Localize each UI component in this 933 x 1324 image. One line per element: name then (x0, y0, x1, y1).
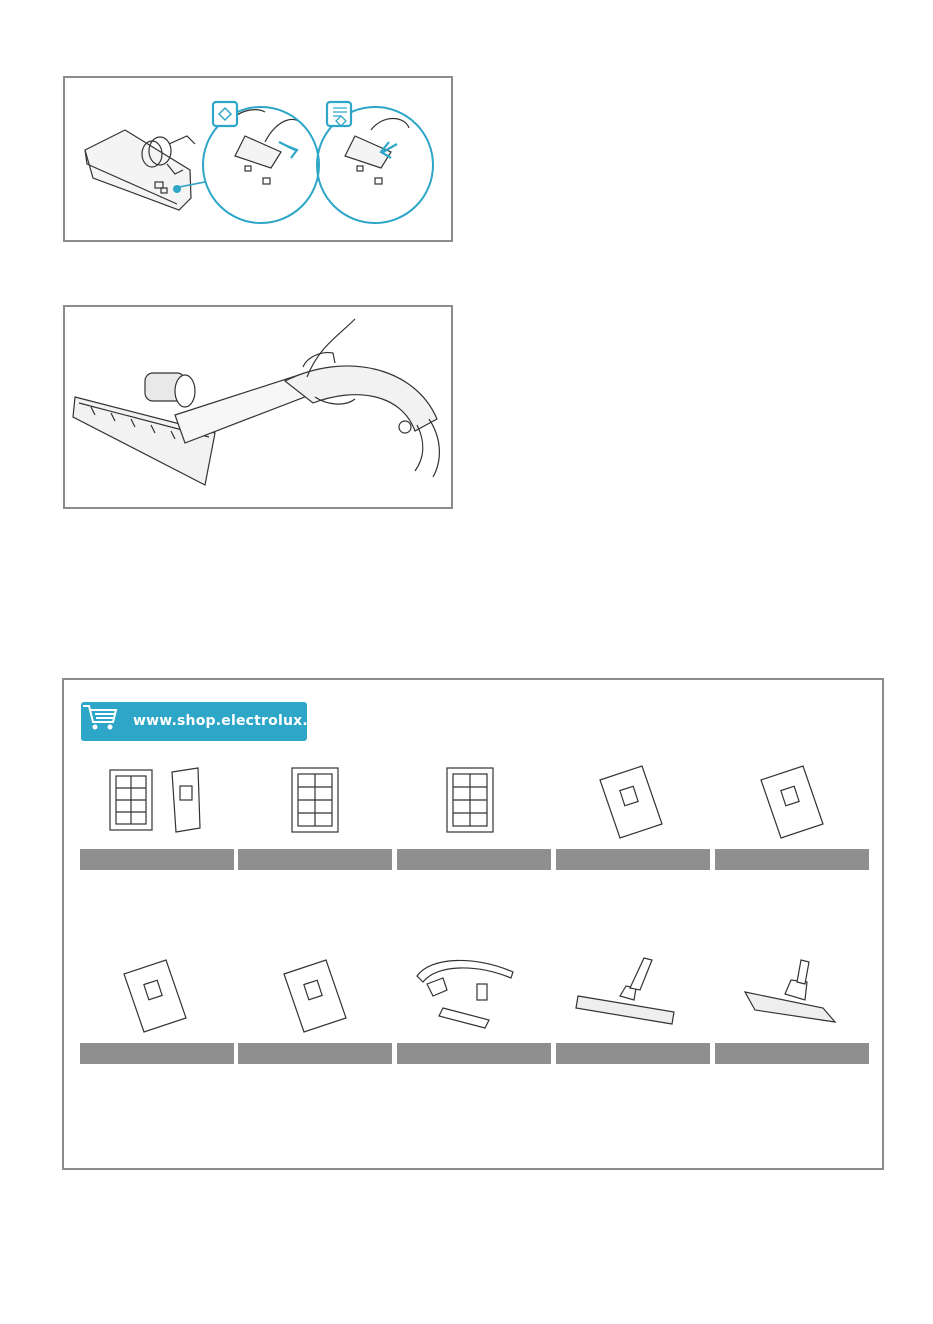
shopping-cart-icon (81, 702, 119, 733)
accessory-item[interactable] (80, 758, 234, 870)
accessory-item[interactable] (556, 758, 710, 870)
filter-and-bag-icon (80, 758, 234, 850)
hepa-filter-icon (238, 758, 392, 850)
dust-bag-icon (238, 952, 392, 1044)
dust-bag-icon (715, 758, 869, 850)
figure-nozzle-release (63, 305, 453, 509)
item-label-bar (238, 1043, 392, 1064)
item-label-bar (238, 849, 392, 870)
shop-url-text[interactable]: www.shop.electrolux.com (133, 713, 342, 729)
item-label-bar (715, 849, 869, 870)
accessory-item[interactable] (397, 952, 551, 1064)
item-label-bar (397, 1043, 551, 1064)
item-label-bar (556, 1043, 710, 1064)
nozzle-switch-illustration (65, 78, 451, 240)
accessory-item[interactable] (556, 952, 710, 1064)
accessory-item[interactable] (238, 758, 392, 870)
item-label-bar (715, 1043, 869, 1064)
accessory-item[interactable] (715, 952, 869, 1064)
accessory-item[interactable] (238, 952, 392, 1064)
item-label-bar (397, 849, 551, 870)
shop-link-banner[interactable] (81, 702, 342, 741)
nozzle-release-illustration (65, 307, 451, 507)
hepa-filter-icon (397, 758, 551, 850)
item-label-bar (80, 849, 234, 870)
item-label-bar (556, 849, 710, 870)
accessory-item[interactable] (715, 758, 869, 870)
accessory-kit-icon (397, 952, 551, 1044)
accessory-item[interactable] (397, 758, 551, 870)
dust-bag-icon (80, 952, 234, 1044)
accessories-shop-panel (62, 678, 884, 1170)
figure-nozzle-switch (63, 76, 453, 242)
item-label-bar (80, 1043, 234, 1064)
floor-nozzle-icon (715, 952, 869, 1044)
accessory-item[interactable] (80, 952, 234, 1064)
dust-bag-icon (556, 758, 710, 850)
parquet-nozzle-icon (556, 952, 710, 1044)
